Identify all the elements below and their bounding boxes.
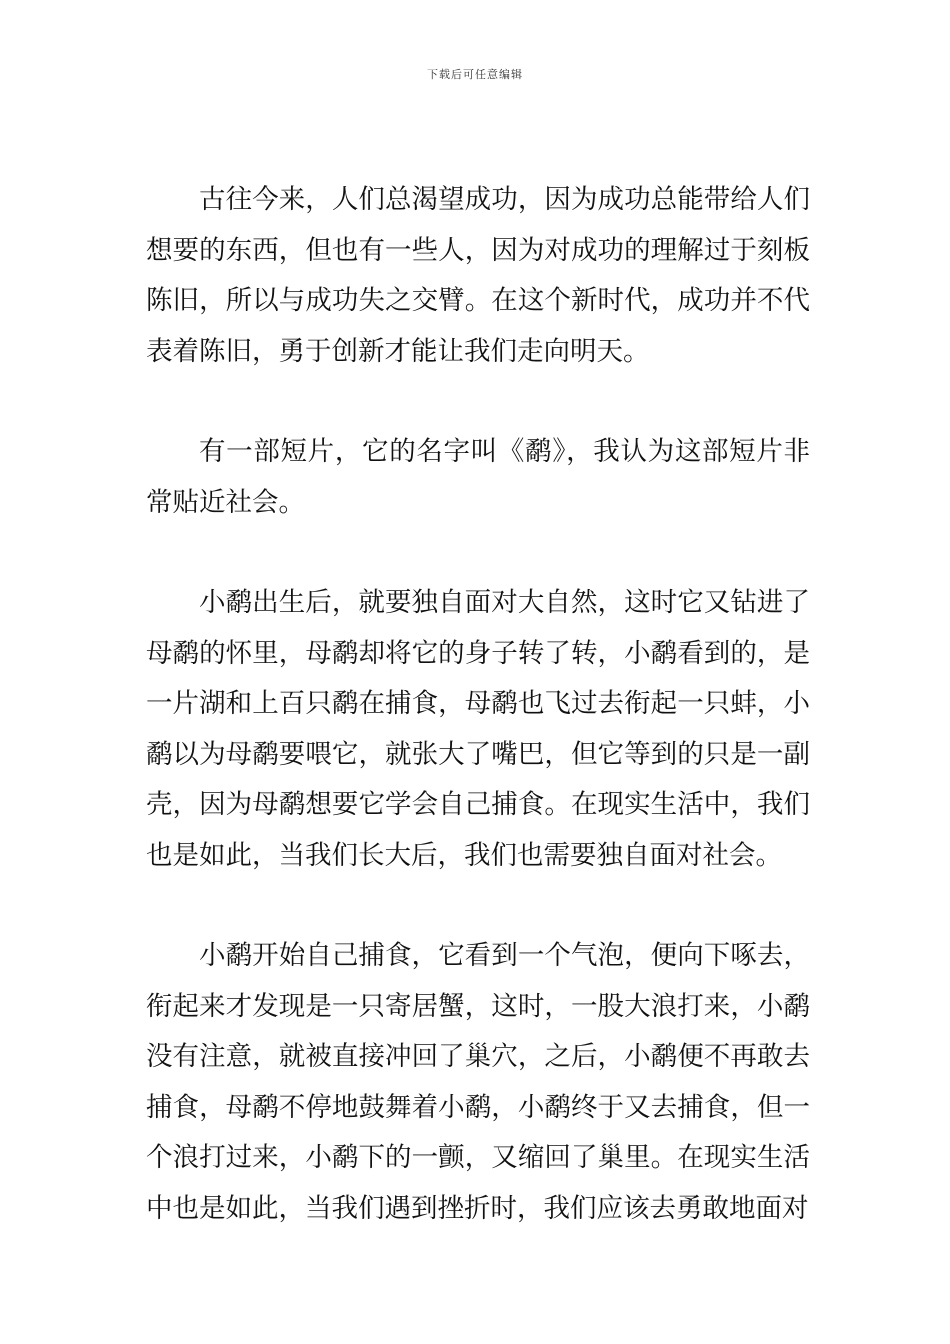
paragraph-1: 古往今来，人们总渴望成功，因为成功总能带给人们想要的东西，但也有一些人，因为对成功的理解过于刻板陈旧，所以与成功失之交臂。在这个新时代，成功并不代表着陈旧，勇于创新才能让我们走向明天。 xyxy=(146,184,810,367)
paragraph-4: 小鹬开始自己捕食，它看到一个气泡，便向下啄去，衔起来才发现是一只寄居蟹，这时，一股大浪打来，小鹬没有注意，就被直接冲回了巢穴，之后，小鹬便不再敢去捕食，母鹬不停地鼓舞着小鹬，小鹬终于又去捕食，但一个浪打过来，小鹬下的一颤，又缩回了巢里。在现实生活中也是如此，当我们遇到挫折时，我们应该去勇敢地面对 xyxy=(146,940,810,1224)
paragraph-3: 小鹬出生后，就要独自面对大自然，这时它又钻进了母鹬的怀里，母鹬却将它的身子转了转，小鹬看到的，是一片湖和上百只鹬在捕食，母鹬也飞过去衔起一只蚌，小鹬以为母鹬要喂它，就张大了嘴巴，但它等到的只是一副壳，因为母鹬想要它学会自己捕食。在现实生活中，我们也是如此，当我们长大后，我们也需要独自面对社会。 xyxy=(146,587,810,871)
paragraph-2: 有一部短片，它的名字叫《鹬》，我认为这部短片非常贴近社会。 xyxy=(146,436,810,518)
header-note: 下载后可任意编辑 xyxy=(427,68,523,81)
document-body xyxy=(146,175,810,1284)
